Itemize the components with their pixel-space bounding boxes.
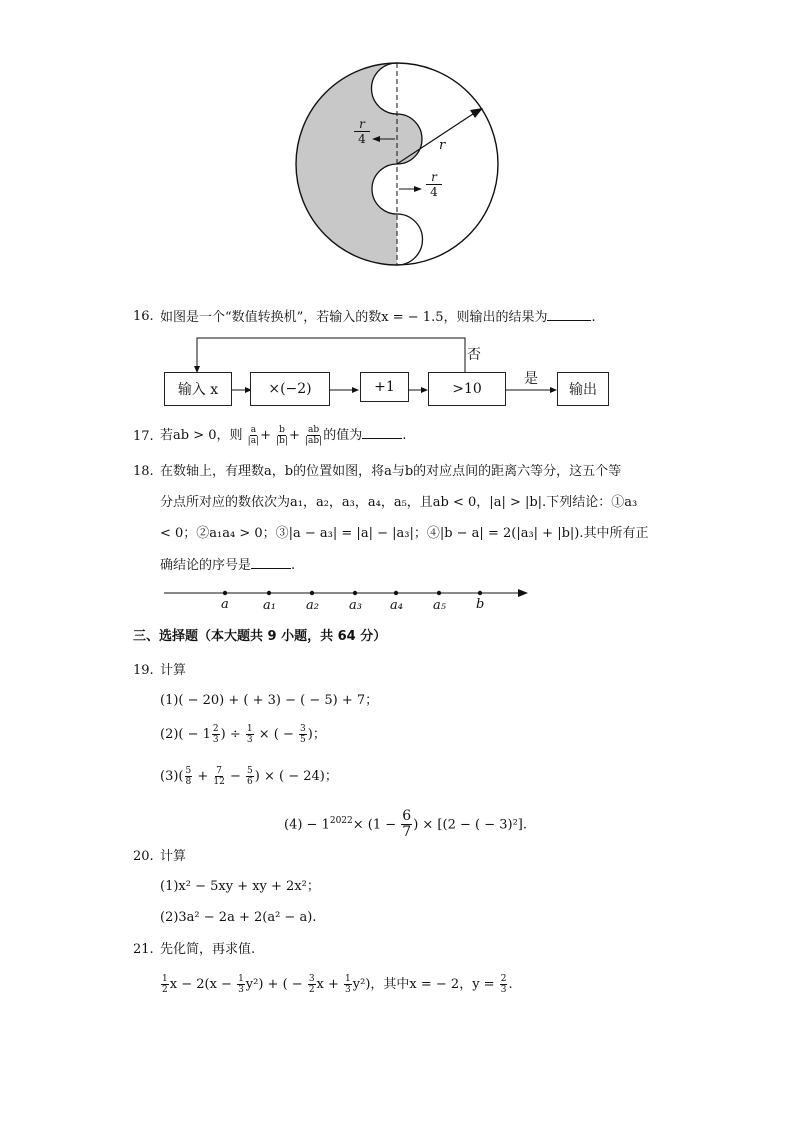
axis-label-a5: a₅	[433, 598, 446, 613]
q17-frac-2: $\frac{b}{|b|}$	[276, 425, 288, 446]
flow-input-box: 输入 x	[164, 372, 232, 406]
q19-part2: (2)( − 1 $\frac{2}{3}$ ) ÷ $\frac{1}{3}$ × ( − $\frac{3}{5}$ )；	[160, 724, 326, 745]
flow-no-label: 否	[467, 347, 481, 363]
label-r-quarter-left	[354, 117, 370, 146]
q21-title: 先化简，再求值.	[160, 942, 256, 957]
q16-end: .	[591, 310, 596, 325]
flow-output-box: 输出	[557, 372, 609, 406]
flow-yes-label: 是	[524, 371, 538, 387]
label-r: r	[426, 170, 442, 185]
q18-answer-blank[interactable]	[251, 556, 291, 569]
q18-line2: 分点所对应的数依次为a₁，a₂，a₃，a₄，a₅，且ab < 0，|a| > |b|.下列结论：①a₃	[160, 495, 638, 510]
q18-line1: 在数轴上，有理数a，b的位置如图，将a与b的对应点间的距离六等分，这五个等	[160, 464, 622, 479]
q16-stem: 如图是一个“数值转换机”，若输入的数x = − 1.5，则输出的结果为	[160, 310, 548, 325]
flow-plus-box: +1	[360, 372, 409, 402]
flow-compare-box: >10	[428, 372, 506, 406]
flow-times-box: ×(−2)	[250, 372, 330, 406]
circle-figure	[294, 58, 504, 270]
q20-title: 计算	[160, 849, 187, 864]
q17-answer-blank[interactable]	[362, 426, 402, 439]
section-three-title: 三、选择题（本大题共 9 小题，共 64 分）	[133, 629, 387, 644]
axis-label-a2: a₂	[306, 598, 319, 613]
label-4: 4	[358, 132, 366, 146]
q17-frac-1: $\frac{a}{|a|}$	[247, 425, 260, 446]
label-r-main: r	[439, 138, 446, 153]
q16-text	[160, 308, 596, 327]
axis-label-a1: a₁	[263, 598, 276, 613]
q21-expression: $\frac{1}{2}$ x − 2(x − $\frac{1}{3}$ y²) + ( − $\frac{3}{2}$ x + $\frac{1}{3}$ y²)，其中x = − 2，y = $\frac{2}{3}$ .	[162, 974, 513, 995]
q19-title: 计算	[160, 663, 187, 678]
axis-label-b: b	[476, 597, 485, 612]
q18-number: 18.	[133, 464, 154, 479]
axis-label-a4: a₄	[390, 598, 403, 613]
q20-number: 20.	[133, 849, 154, 864]
q16-number: 16.	[133, 309, 154, 324]
q17-post: 的值为	[323, 428, 363, 443]
shaded-region	[296, 63, 422, 265]
q17-frac-3: $\frac{ab}{|ab|}$	[304, 425, 323, 446]
q19-part4: $(4) - 1^{2022}\times (1$ − $\frac{6}{7}$ ) × [(2 − ( − 3)²].	[284, 808, 527, 841]
q20-part1: (1)x² − 5xy + xy + 2x²；	[160, 879, 320, 894]
q17-text: 若ab > 0，则 $\frac{a}{|a|}$ + $\frac{b}{|b|}$ + $\frac{ab}{|ab|}$ 的值为 .	[160, 425, 407, 446]
q21-number: 21.	[133, 942, 154, 957]
q19-part3: (3)( $\frac{5}{8}$ + $\frac{7}{12}$ − $\frac{5}{6}$ ) × ( − 24)；	[160, 766, 338, 787]
q19-part1: (1)( − 20) + ( + 3) − ( − 5) + 7；	[160, 693, 379, 708]
label-r: r	[354, 117, 370, 132]
q20-part2: (2)3a² − 2a + 2(a² − a).	[160, 910, 317, 925]
q18-line4: 确结论的序号是 .	[160, 558, 296, 573]
label-r-quarter-right	[426, 170, 442, 199]
axis-label-a3: a₃	[349, 598, 362, 613]
axis-label-a: a	[221, 597, 229, 612]
q17-number: 17.	[133, 429, 154, 444]
label-4: 4	[430, 185, 438, 199]
q16-answer-blank[interactable]	[547, 308, 591, 321]
q19-number: 19.	[133, 663, 154, 678]
q17-pre: 若ab > 0，则	[160, 428, 243, 443]
q18-line3: < 0；②a₁a₄ > 0；③|a − a₃| = |a| − |a₃|；④|b − a| = 2(|a₃| + |b|).其中所有正	[160, 526, 649, 541]
